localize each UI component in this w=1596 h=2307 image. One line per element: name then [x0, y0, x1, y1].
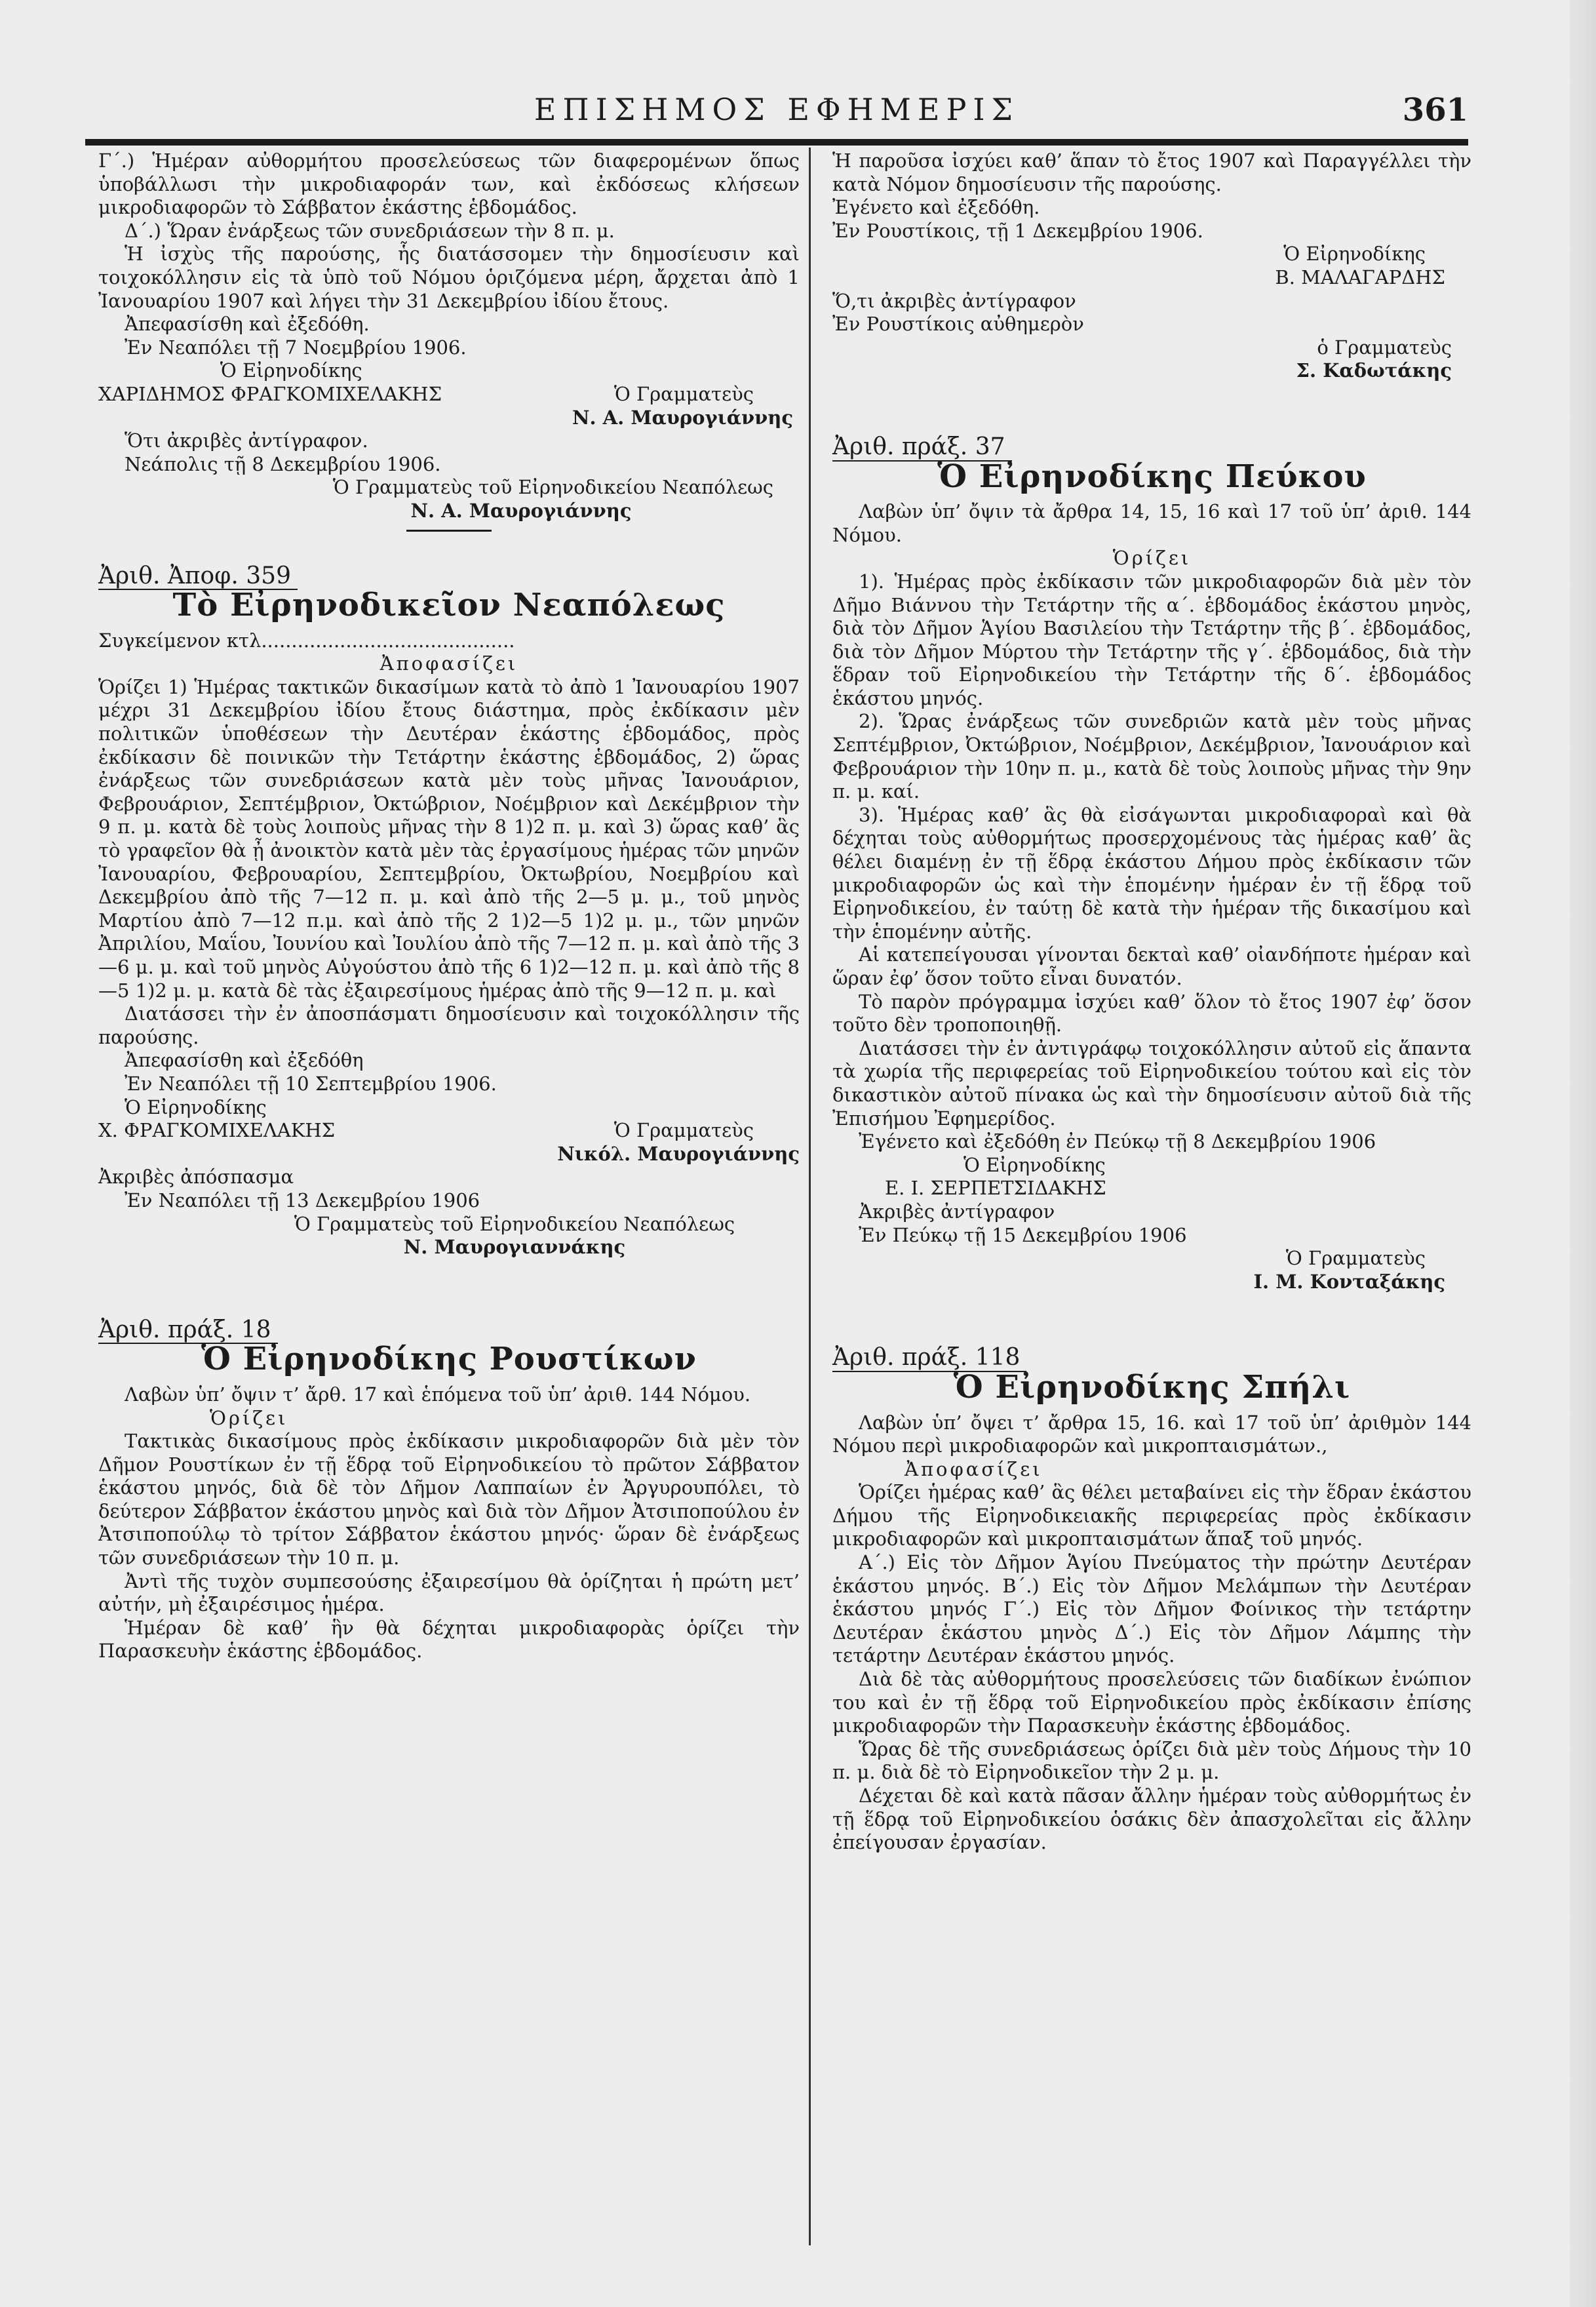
secretary-title: Ὁ Γραμματεὺς — [613, 382, 754, 405]
paragraph: Διατάσσει τὴν ἐν ἀποσπάσματι δημοσίευσιν καὶ τοιχοκόλλησιν τῆς παρούσης. — [98, 1002, 800, 1048]
judge-name: ΧΑΡΙΔΗΜΟΣ ΦΡΑΓΚΟΜΙΧΕΛΑΚΗΣ — [98, 382, 442, 405]
column-divider — [809, 148, 811, 2245]
paragraph: Διὰ δὲ τὰς αὐθορμήτους προσελεύσεις τῶν διαδίκων ἐνώπιον του καὶ ἐν τῇ ἕδρᾳ τοῦ Εἰρηνοδικείου πρὸς ἐκδίκασιν ἐπίσης μικροδιαφορῶν τὴν Παρασκευὴν ἑκάστης ἑβδομάδος. — [832, 1668, 1471, 1737]
secretary-name: Σ. Καδωτάκης — [1296, 359, 1452, 382]
decision-word: Ἀποφασίζει — [905, 1457, 1043, 1480]
signature-row — [98, 1119, 800, 1143]
paragraph: Γ΄.) Ἡμέραν αὐθορμήτου προσελεύσεως τῶν διαφερομένων ὅπως ὑποβάλλωσι τὴν μικροδιαφοράν των, καὶ ἐκδόσεως κλήσεων μικροδιαφορῶν τὸ Σάββατον ἑκάστης ἑβδομάδος. — [98, 149, 800, 219]
paragraph: Α΄.) Εἰς τὸν Δῆμον Ἁγίου Πνεύματος τὴν πρώτην Δευτέραν ἑκάστου μηνός. Β΄.) Εἰς τὸν Δῆμον Μελάμπων τὴν Δευτέραν ἑκάστου μηνός Γ΄.) Εἰς τὸν Δῆμον Φοίνικος τὴν τετάρτην Δευτέραν ἑκάστου μηνὸς Δ΄.) Εἰς τὸν Δῆμον Λάμπης τὴν τετάρτην Δευτέραν ἑκάστου μηνός. — [832, 1551, 1471, 1667]
paragraph: Αἱ κατεπείγουσαι γίνονται δεκταὶ καθ’ οἰανδήποτε ἡμέραν καὶ ὥραν ἐφ’ ὅσον τοῦτο εἶναι δυνατόν. — [832, 943, 1471, 989]
judge-title: Ὁ Εἰρηνοδίκης — [125, 1095, 267, 1118]
secretary-name: Ι. Μ. Κονταξάκης — [1253, 1270, 1445, 1293]
page-header — [85, 92, 1468, 138]
paragraph: 2). Ὥρας ἐνάρξεως τῶν συνεδριῶν κατὰ μὲν τοὺς μῆνας Σεπτέμβριον, Ὀκτώβριον, Νοέμβριον, Δεκέμβριον, Ἰανουάριον καὶ Φεβρουάριον τὴν 10ην π. μ., κατὰ δὲ τοὺς λοιποὺς μῆνας τὴν 9ην π. μ. καί. — [832, 710, 1471, 803]
paragraph: Ἀκριβὲς ἀντίγραφον — [859, 1200, 1055, 1223]
decision-word: Ὁρίζει — [210, 1406, 288, 1429]
paragraph: Συγκείμενον κτλ.......................................... — [98, 629, 515, 652]
secretary-title: Ὁ Γραμματεὺς — [613, 1119, 754, 1142]
paragraph: Ὁρίζει ἡμέρας καθ’ ἃς θέλει μεταβαίνει εἰς τὴν ἕδραν ἑκάστου Δήμου τῆς Εἰρηνοδικειακῆς περιφερείας πρὸς ἐκδίκασιν μικροδιαφορῶν καὶ μικροπταισμάτων ἅπαξ τοῦ μηνός. — [832, 1481, 1471, 1550]
act-number: Ἀριθ. πράξ. 18 — [98, 1318, 278, 1345]
act-number: Ἀριθ. πράξ. 37 — [832, 435, 1012, 462]
paragraph: Ἐν Πεύκῳ τῇ 15 Δεκεμβρίου 1906 — [859, 1223, 1187, 1246]
secretary-title: Ὁ Γραμματεὺς — [1285, 1247, 1426, 1270]
secretary-title: Ὁ Γραμματεὺς τοῦ Εἰρηνοδικείου Νεαπόλεως — [332, 476, 773, 499]
paragraph: Ὅ,τι ἀκριβὲς ἀντίγραφον — [832, 289, 1076, 312]
paragraph: Ἡμέραν δὲ καθ’ ἣν θὰ δέχηται μικροδιαφορὰς ὁρίζει τὴν Παρασκευὴν ἑκάστης ἑβδομάδος. — [98, 1616, 800, 1663]
paragraph: Ἐν Ρουστίκοις αὐθημερὸν — [832, 313, 1084, 336]
secretary-name: Νικόλ. Μαυρογιάννης — [557, 1142, 800, 1165]
paragraph: Ἡ ἰσχὺς τῆς παρούσης, ἧς διατάσσομεν τὴν δημοσίευσιν καὶ τοιχοκόλλησιν εἰς τὰ ὑπὸ τοῦ Νόμου ὁριζόμενα μέρη, ἄρχεται ἀπὸ 1 Ἰανουαρίου 1907 καὶ λήγει τὴν 31 Δεκεμβρίου ἰδίου ἔτους. — [98, 243, 800, 312]
judge-title: Ὁ Εἰρηνοδίκης — [1283, 243, 1426, 266]
adjacent-page-edge — [1570, 0, 1596, 2307]
secretary-title: Ὁ Γραμματεὺς τοῦ Εἰρηνοδικείου Νεαπόλεως — [294, 1212, 735, 1235]
paragraph: Ἐν Ρουστίκοις, τῇ 1 Δεκεμβρίου 1906. — [832, 219, 1203, 242]
paragraph: Ἀπεφασίσθη καὶ ἐξεδόθη — [125, 1049, 364, 1072]
paragraph: Ὥρας δὲ τῆς συνεδριάσεως ὁρίζει διὰ μὲν τοὺς Δήμους τὴν 10 π. μ. διὰ δὲ τὸ Εἰρηνοδικεῖον τὴν 2 μ. μ. — [832, 1737, 1471, 1784]
decision-word: Ὁρίζει — [1112, 547, 1192, 570]
paragraph: Τὸ παρὸν πρόγραμμα ἰσχύει καθ’ ὅλον τὸ ἔτος 1907 ἐφ’ ὅσον τοῦτο δὲν τροποποιηθῇ. — [832, 990, 1471, 1036]
paragraph: Ἀντὶ τῆς τυχὸν συμπεσούσης ἐξαιρεσίμου θὰ ὁρίζηται ἡ πρώτη μετ’ αὐτήν, μὴ ἐξαιρέσιμος ἡμέρα. — [98, 1569, 800, 1616]
judge-name: Χ. ΦΡΑΓΚΟΜΙΧΕΛΑΚΗΣ — [98, 1119, 336, 1142]
act-heading: Τὸ Εἰρηνοδικεῖον Νεαπόλεως — [172, 587, 726, 624]
gazette-title: ΕΠΙΣΗΜΟΣ ΕΦΗΜΕΡΙΣ — [534, 92, 1020, 127]
header-rule — [85, 139, 1468, 146]
paragraph: 1). Ἡμέρας πρὸς ἐκδίκασιν τῶν μικροδιαφορῶν διὰ μὲν τὸν Δῆμο Βιάννου τὴν Τετάρτην τῆς α΄. ἑβδομάδος ἑκάστου μηνὸς, διὰ τὸν Δῆμον Ἁγίου Βασιλείου τὴν Τετάρτην τῆς β΄. ἑβδομάδος, διὰ τὸν Δῆμον Μύρτου τὴν Τετάρτην τῆς γ΄. ἑβδομάδος, διὰ τὴν ἕδραν τοῦ Εἰρηνοδικείου τὴν Τετάρτην τῆς δ΄. ἑβδομάδος ἑκάστου μηνός. — [832, 570, 1471, 709]
paragraph: Ὅτι ἀκριβὲς ἀντίγραφον. — [125, 429, 368, 452]
paragraph: Δέχεται δὲ καὶ κατὰ πᾶσαν ἄλλην ἡμέραν τοὺς αὐθορμήτως ἐν τῇ ἕδρᾳ τοῦ Εἰρηνοδικείου ὁσάκις δὲν ἀπασχολεῖται εἰς ἄλλην ἐπείγουσαν ἐργασίαν. — [832, 1784, 1471, 1854]
paragraph: Διατάσσει τὴν ἐν ἀντιγράφῳ τοιχοκόλλησιν αὐτοῦ εἰς ἅπαντα τὰ χωρία τῆς περιφερείας τοῦ Εἰρηνοδικείου τούτου καὶ εἰς τὸν δικαστικὸν αὐτοῦ πίνακα ὡς καὶ τὴν δημοσίευσιν αὐτοῦ διὰ τῆς Ἐπισήμου Ἐφημερίδος. — [832, 1036, 1471, 1130]
paragraph: Λαβὼν ὑπ’ ὄψει τ’ ἄρθρα 15, 16. καὶ 17 τοῦ ὑπ’ ἀριθμὸν 144 Νόμου περὶ μικροδιαφορῶν καὶ μικροπταισμάτων., — [832, 1411, 1471, 1457]
decision-word: Ἀποφασίζει — [380, 652, 518, 675]
secretary-title: ὁ Γραμματεὺς — [1317, 336, 1452, 359]
paragraph: Ἀκριβὲς ἀπόσπασμα — [98, 1166, 294, 1189]
paragraph: Ἐν Νεαπόλει τῇ 10 Σεπτεμβρίου 1906. — [125, 1072, 497, 1095]
secretary-name: Ν. Α. Μαυρογιάννης — [410, 499, 632, 522]
signature-row — [98, 383, 800, 406]
paragraph: Ὁρίζει 1) Ἡμέρας τακτικῶν δικασίμων κατὰ τὸ ἀπὸ 1 Ἰανουαρίου 1907 μέχρι 31 Δεκεμβρίου ἰδίου ἔτους διάστημα, πρὸς ἐκδίκασιν μὲν πολιτικῶν ὑποθέσεων τὴν Δευτέραν ἑκάστης ἑβδομάδος, πρὸς ἐκδίκασιν δὲ ποινικῶν τὴν Τετάρτην ἑκάστης ἑβδομάδος, 2) ὥρας ἐνάρξεως τῶν συνεδριάσεων κατὰ μὲν τοὺς μῆνας Ἰανουάριον, Φεβρουάριον, Σεπτέμβριον, Ὀκτώβριον, Νοέμβριον καὶ Δεκέμβριον τὴν 9 π. μ. κατὰ δὲ τοὺς λοιποὺς μῆνας τὴν 8 1)2 π. μ. καὶ 3) ὥρας καθ’ ἃς τὸ γραφεῖον θὰ ᾖ ἀνοικτὸν κατὰ μὲν τὰς ἐργασίμους ἡμέρας τῶν μηνῶν Ἰανουαρίου, Φεβρουαρίου, Σεπτεμβρίου, Ὀκτωβρίου, Νοεμβρίου καὶ Δεκεμβρίου ἀπὸ τῆς 7—12 π. μ. καὶ ἀπὸ τῆς 2—5 μ. μ., τοῦ μηνὸς Μαρτίου ἀπὸ 7—12 π.μ. καὶ ἀπὸ τῆς 2 1)2—5 1)2 μ. μ., τῶν μηνῶν Ἀπριλίου, Μαΐου, Ἰουνίου καὶ Ἰουλίου ἀπὸ τῆς 7—12 π. μ. καὶ ἀπὸ τῆς 3—6 μ. μ. καὶ τοῦ μηνὸς Αὐγούστου ἀπὸ τῆς 6 1)2—12 π. μ. καὶ ἀπὸ τῆς 8—5 1)2 μ. μ. κατὰ δὲ τὰς ἐξαιρεσίμους ἡμέρας ἀπὸ τῆς 9—12 π. μ. καὶ — [98, 675, 800, 1002]
paragraph: Ἀπεφασίσθη καὶ ἐξεδόθη. — [125, 313, 370, 336]
paragraph: Ἐν Νεαπόλει τῇ 7 Νοεμβρίου 1906. — [125, 336, 467, 359]
judge-title: Ὁ Εἰρηνοδίκης — [220, 359, 362, 382]
judge-name: Β. ΜΑΛΑΓΑΡΔΗΣ — [1275, 266, 1445, 288]
paragraph: Λαβὼν ὑπ’ ὄψιν τὰ ἄρθρα 14, 15, 16 καὶ 17 τοῦ ὑπ’ ἀριθ. 144 Νόμου. — [832, 500, 1471, 546]
judge-title: Ὁ Εἰρηνοδίκης — [963, 1153, 1106, 1176]
act-heading: Ὁ Εἰρηνοδίκης Πεύκου — [937, 458, 1367, 495]
paragraph: Ἐγένετο καὶ ἐξεδόθη. — [832, 196, 1040, 219]
paragraph: 3). Ἡμέρας καθ’ ἃς θὰ εἰσάγωνται μικροδιαφοραὶ καὶ θὰ δέχηται τοὺς αὐθορμήτως προσερχομένους τὰς ἡμέρας καθ’ ἃς θέλει διαμένῃ ἐν τῇ ἕδρᾳ ἑκάστου Δήμου πρὸς ἐκδίκασιν τῶν μικροδιαφορῶν ὡς καὶ τὴν ἑπομένην ἡμέραν ἐν τῇ ἕδρᾳ τοῦ Εἰρηνοδικείου, ἐν ταύτῃ δὲ κατὰ τὴν ἡμέραν τῆς δικασίμου καὶ τὴν ἑπομένην αὐτῆς. — [832, 803, 1471, 943]
judge-name: Ε. Ι. ΣΕΡΠΕΤΣΙΔΑΚΗΣ — [885, 1177, 1106, 1200]
secretary-name: Ν. Μαυρογιαννάκης — [403, 1236, 626, 1259]
paragraph: Δ΄.) Ὥραν ἐνάρξεως τῶν συνεδριάσεων τὴν 8 π. μ. — [125, 219, 615, 242]
secretary-name: Ν. Α. Μαυρογιάννης — [572, 406, 793, 429]
separator — [406, 530, 492, 532]
paragraph: Λαβὼν ὑπ’ ὄψιν τ’ ἄρθ. 17 καὶ ἑπόμενα τοῦ ὑπ’ ἀριθ. 144 Νόμου. — [125, 1383, 751, 1406]
act-number: Ἀριθ. πράξ. 118 — [832, 1346, 1026, 1372]
paragraph: Νεάπολις τῇ 8 Δεκεμβρίου 1906. — [125, 452, 441, 475]
paragraph: Τακτικὰς δικασίμους πρὸς ἐκδίκασιν μικροδιαφορῶν διὰ μὲν τὸν Δῆμον Ρουστίκων ἐν τῇ ἕδρᾳ τοῦ Εἰρηνοδικείου τὸ πρῶτον Σάββατον ἑκάστου μηνός, διὰ δὲ τὸν Δῆμον Λαππαίων ἐν Ἀργυρουπόλει, τὸ δεύτερον Σάββατον ἑκάστου μηνὸς καὶ διὰ τὸν Δῆμον Ἀτσιποπούλου ἐν Ἀτσιποπούλῳ τὸ τρίτον Σάββατον ἑκάστου μηνός· ὥραν δὲ ἐνάρξεως τῶν συνεδριάσεων τὴν 10 π. μ. — [98, 1430, 800, 1569]
act-number: Ἀριθ. Ἀποφ. 359 — [98, 564, 298, 591]
act-heading: Ὁ Εἰρηνοδίκης Ρουστίκων — [201, 1341, 697, 1378]
act-heading: Ὁ Εἰρηνοδίκης Σπήλι — [953, 1368, 1351, 1406]
paragraph: Ἐν Νεαπόλει τῇ 13 Δεκεμβρίου 1906 — [125, 1189, 480, 1212]
left-column — [98, 149, 800, 1663]
paragraph: Ἐγένετο καὶ ἐξεδόθη ἐν Πεύκῳ τῇ 8 Δεκεμβρίου 1906 — [859, 1130, 1376, 1153]
paragraph: Ἡ παροῦσα ἰσχύει καθ’ ἅπαν τὸ ἔτος 1907 καὶ Παραγγέλλει τὴν κατὰ Νόμον δημοσίευσιν τῆς παρούσης. — [832, 149, 1471, 195]
right-column — [832, 149, 1471, 1855]
page-number: 361 — [1402, 92, 1468, 128]
